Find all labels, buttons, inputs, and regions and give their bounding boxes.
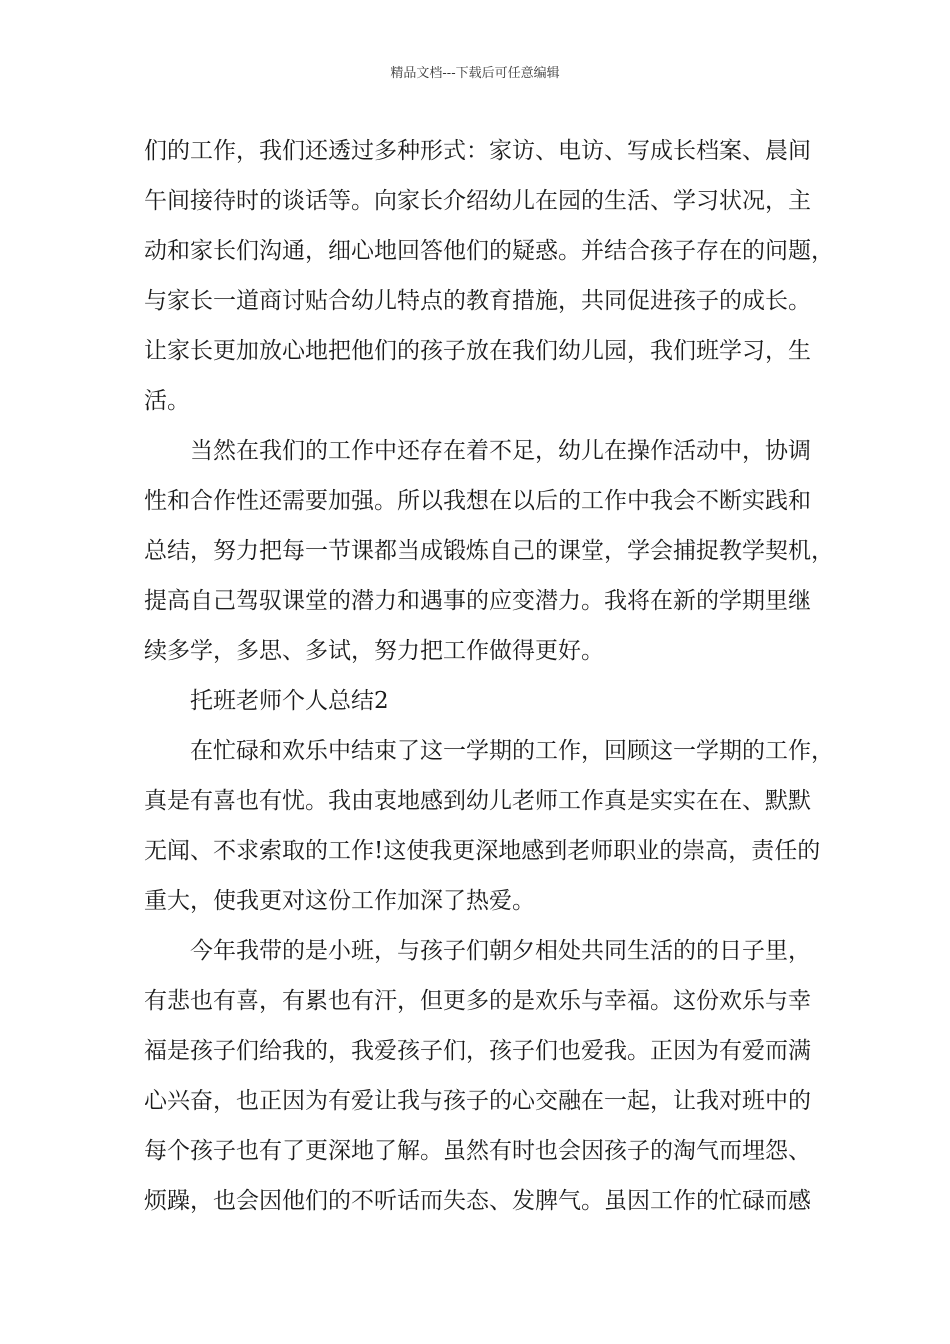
text-line: 今年我带的是小班，与孩子们朝夕相处共同生活的的日子里， <box>190 938 811 964</box>
heading-line: 托班老师个人总结2 <box>190 688 389 714</box>
text-line: 们的工作，我们还透过多种形式：家访、电访、写成长档案、晨间 <box>144 138 811 164</box>
text-line: 午间接待时的谈话等。向家长介绍幼儿在园的生活、学习状况，主 <box>144 188 811 214</box>
text-line: 动和家长们沟通，细心地回答他们的疑惑。并结合孩子存在的问题， <box>144 238 834 264</box>
text-line: 重大，使我更对这份工作加深了热爱。 <box>144 888 535 914</box>
text-line: 当然在我们的工作中还存在着不足，幼儿在操作活动中，协调 <box>190 438 811 464</box>
text-line: 心兴奋，也正因为有爱让我与孩子的心交融在一起，让我对班中的 <box>144 1088 811 1114</box>
text-line: 与家长一道商讨贴合幼儿特点的教育措施，共同促进孩子的成长。 <box>144 288 811 314</box>
text-line: 续多学，多思、多试，努力把工作做得更好。 <box>144 638 604 664</box>
text-line: 烦躁，也会因他们的不听话而失态、发脾气。虽因工作的忙碌而感 <box>144 1188 811 1214</box>
paragraph <box>144 126 834 426</box>
text-line: 有悲也有喜，有累也有汗，但更多的是欢乐与幸福。这份欢乐与幸 <box>144 988 811 1014</box>
document-body <box>144 126 834 1226</box>
text-line: 让家长更加放心地把他们的孩子放在我们幼儿园，我们班学习，生 <box>144 338 811 364</box>
paragraph <box>144 926 834 1226</box>
text-line: 总结，努力把每一节课都当成锻炼自己的课堂，学会捕捉教学契机， <box>144 538 834 564</box>
text-line: 真是有喜也有忧。我由衷地感到幼儿老师工作真是实实在在、默默 <box>144 788 811 814</box>
text-line: 福是孩子们给我的，我爱孩子们，孩子们也爱我。正因为有爱而满 <box>144 1038 811 1064</box>
text-line: 提高自己驾驭课堂的潜力和遇事的应变潜力。我将在新的学期里继 <box>144 588 811 614</box>
text-line: 活。 <box>144 388 190 414</box>
text-line: 无闻、不求索取的工作!这使我更深地感到老师职业的崇高，责任的 <box>144 838 821 864</box>
text-line: 性和合作性还需要加强。所以我想在以后的工作中我会不断实践和 <box>144 488 811 514</box>
section-heading <box>144 676 834 726</box>
text-line: 在忙碌和欢乐中结束了这一学期的工作，回顾这一学期的工作， <box>190 738 834 764</box>
paragraph <box>144 426 834 676</box>
paragraph <box>144 726 834 926</box>
page-header: 精品文档---下载后可任意编辑 <box>390 66 560 81</box>
text-line: 每个孩子也有了更深地了解。虽然有时也会因孩子的淘气而埋怨、 <box>144 1138 811 1164</box>
